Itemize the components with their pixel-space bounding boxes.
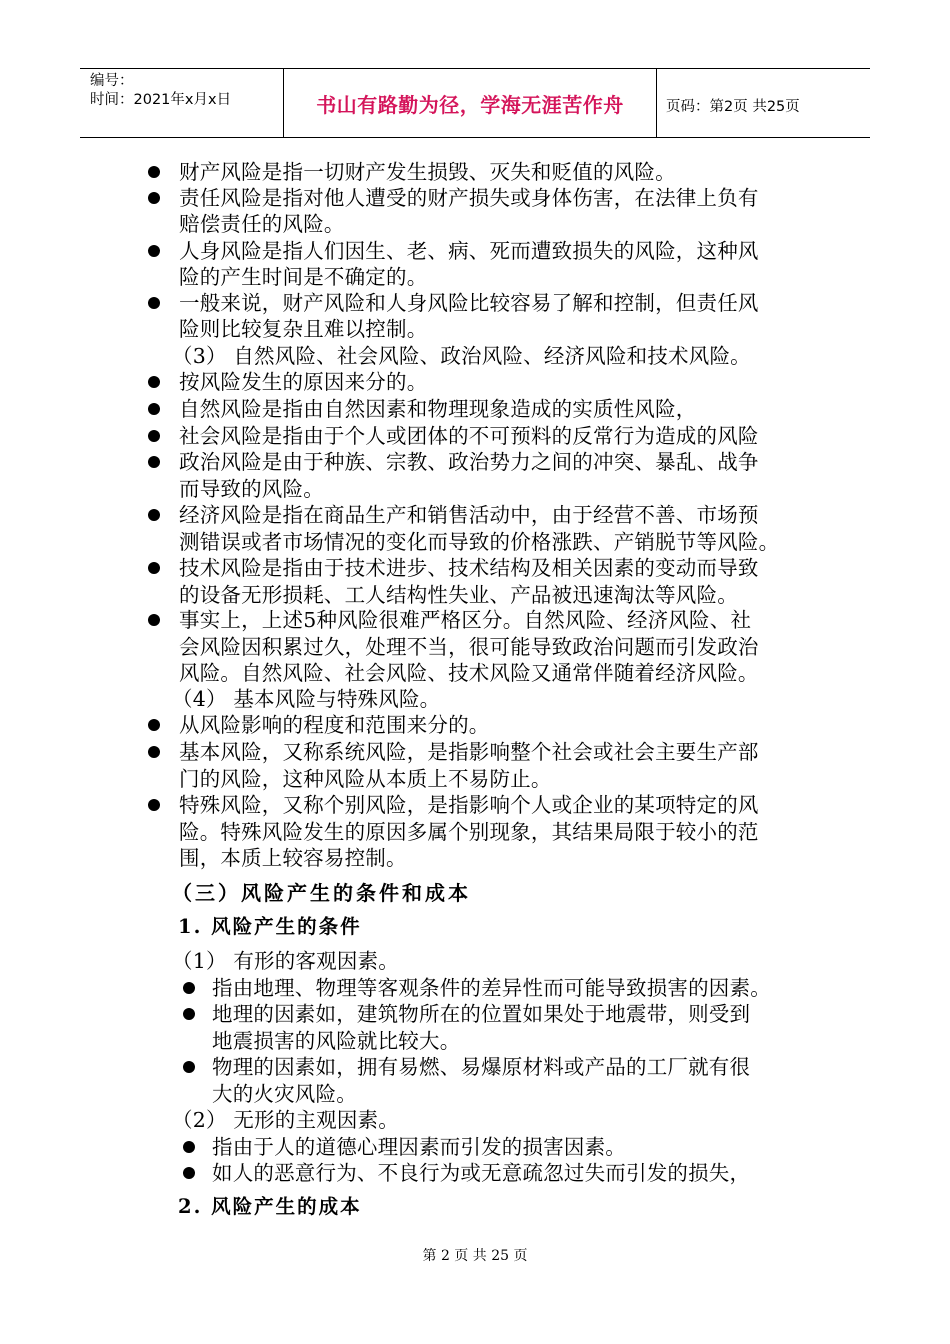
list-item: 基本风险，又称系统风险，是指影响整个社会或社会主要生产部	[179, 740, 759, 764]
list-item-continuation: 测错误或者市场情况的变化而导致的价格涨跌、产销脱节等风险。	[179, 530, 780, 554]
list-item-continuation: 会风险因积累过久，处理不当，很可能导致政治问题而引发政治	[179, 635, 759, 659]
subsection-heading-2: 2. 风险产生的成本	[178, 1195, 362, 1218]
bullet-icon	[148, 403, 160, 415]
section-heading-1: （1） 有形的客观因素。	[172, 949, 399, 973]
list-item-continuation: 险。特殊风险发生的原因多属个别现象，其结果局限于较小的范	[179, 820, 759, 844]
bullet-icon	[183, 982, 195, 994]
header-motto-cell	[283, 69, 657, 137]
list-item-continuation: 风险。自然风险、社会风险、技术风险又通常伴随着经济风险。	[179, 661, 759, 685]
list-item: 事实上，上述5种风险很难严格区分。自然风险、经济风险、社	[179, 608, 752, 632]
list-item: 社会风险是指由于个人或团体的不可预料的反常行为造成的风险	[179, 424, 759, 448]
header-page-cell	[656, 69, 870, 137]
bullet-icon	[183, 1008, 195, 1020]
list-item-continuation: 围，本质上较容易控制。	[179, 846, 407, 870]
list-item: 财产风险是指一切财产发生损毁、灭失和贬值的风险。	[179, 160, 676, 184]
list-item: 地理的因素如，建筑物所在的位置如果处于地震带，则受到	[212, 1002, 751, 1026]
list-item: 一般来说，财产风险和人身风险比较容易了解和控制，但责任风	[179, 291, 759, 315]
bullet-icon	[148, 746, 160, 758]
list-item: 人身风险是指人们因生、老、病、死而遭致损失的风险，这种风	[179, 239, 759, 263]
bullet-icon	[183, 1061, 195, 1073]
list-item-continuation: 而导致的风险。	[179, 477, 324, 501]
bullet-icon	[148, 562, 160, 574]
list-item: 经济风险是指在商品生产和销售活动中，由于经营不善、市场预	[179, 503, 759, 527]
bullet-icon	[148, 297, 160, 309]
bullet-icon	[148, 509, 160, 521]
list-item: 责任风险是指对他人遭受的财产损失或身体伤害，在法律上负有	[179, 186, 759, 210]
header-info-cell	[80, 69, 283, 137]
bullet-icon	[148, 430, 160, 442]
bullet-icon	[148, 719, 160, 731]
bullet-icon	[148, 614, 160, 626]
list-item-continuation: 险的产生时间是不确定的。	[179, 265, 428, 289]
list-item: 从风险影响的程度和范围来分的。	[179, 713, 490, 737]
bullet-icon	[148, 456, 160, 468]
list-item: 特殊风险，又称个别风险，是指影响个人或企业的某项特定的风	[179, 793, 759, 817]
section-heading-2: （2） 无形的主观因素。	[172, 1108, 399, 1132]
bullet-icon	[183, 1167, 195, 1179]
list-item: 自然风险是指由自然因素和物理现象造成的实质性风险，	[179, 397, 697, 421]
list-item: 物理的因素如，拥有易燃、易爆原材料或产品的工厂就有很	[212, 1055, 751, 1079]
list-item-continuation: 大的火灾风险。	[212, 1082, 357, 1106]
list-item-continuation: 赔偿责任的风险。	[179, 212, 345, 236]
list-item: 政治风险是由于种族、宗教、政治势力之间的冲突、暴乱、战争	[179, 450, 759, 474]
header-table	[80, 68, 870, 138]
list-item: 技术风险是指由于技术进步、技术结构及相关因素的变动而导致	[179, 556, 759, 580]
list-item-continuation: 地震损害的风险就比较大。	[212, 1029, 461, 1053]
list-item: 按风险发生的原因来分的。	[179, 370, 428, 394]
list-item-continuation: 的设备无形损耗、工人结构性失业、产品被迅速淘汰等风险。	[179, 583, 738, 607]
bullet-icon	[148, 799, 160, 811]
page-info: 页码：第2页 共25页	[666, 99, 800, 115]
bullet-icon	[148, 245, 160, 257]
list-item: 如人的恶意行为、不良行为或无意疏忽过失而引发的损失，	[212, 1161, 751, 1185]
bullet-icon	[148, 166, 160, 178]
bullet-icon	[148, 376, 160, 388]
list-item: 指由地理、物理等客观条件的差异性而可能导致损害的因素。	[212, 976, 771, 1000]
section-heading-4: （4） 基本风险与特殊风险。	[172, 687, 441, 711]
list-item-continuation: 险则比较复杂且难以控制。	[179, 317, 428, 341]
chapter-heading: （三）风险产生的条件和成本	[172, 881, 471, 905]
bullet-icon	[148, 192, 160, 204]
section-heading-3: （3） 自然风险、社会风险、政治风险、经济风险和技术风险。	[172, 344, 751, 368]
page-footer: 第 2 页 共 25 页	[422, 1248, 528, 1264]
motto-text: 书山有路勤为径，学海无涯苦作舟	[316, 93, 624, 117]
bullet-icon	[183, 1141, 195, 1153]
serial-number-label: 编号：	[90, 73, 134, 89]
subsection-heading-1: 1. 风险产生的条件	[178, 915, 362, 938]
list-item: 指由于人的道德心理因素而引发的损害因素。	[212, 1135, 626, 1159]
date-label: 时间：2021年x月x日	[90, 92, 232, 108]
list-item-continuation: 门的风险，这种风险从本质上不易防止。	[179, 767, 552, 791]
